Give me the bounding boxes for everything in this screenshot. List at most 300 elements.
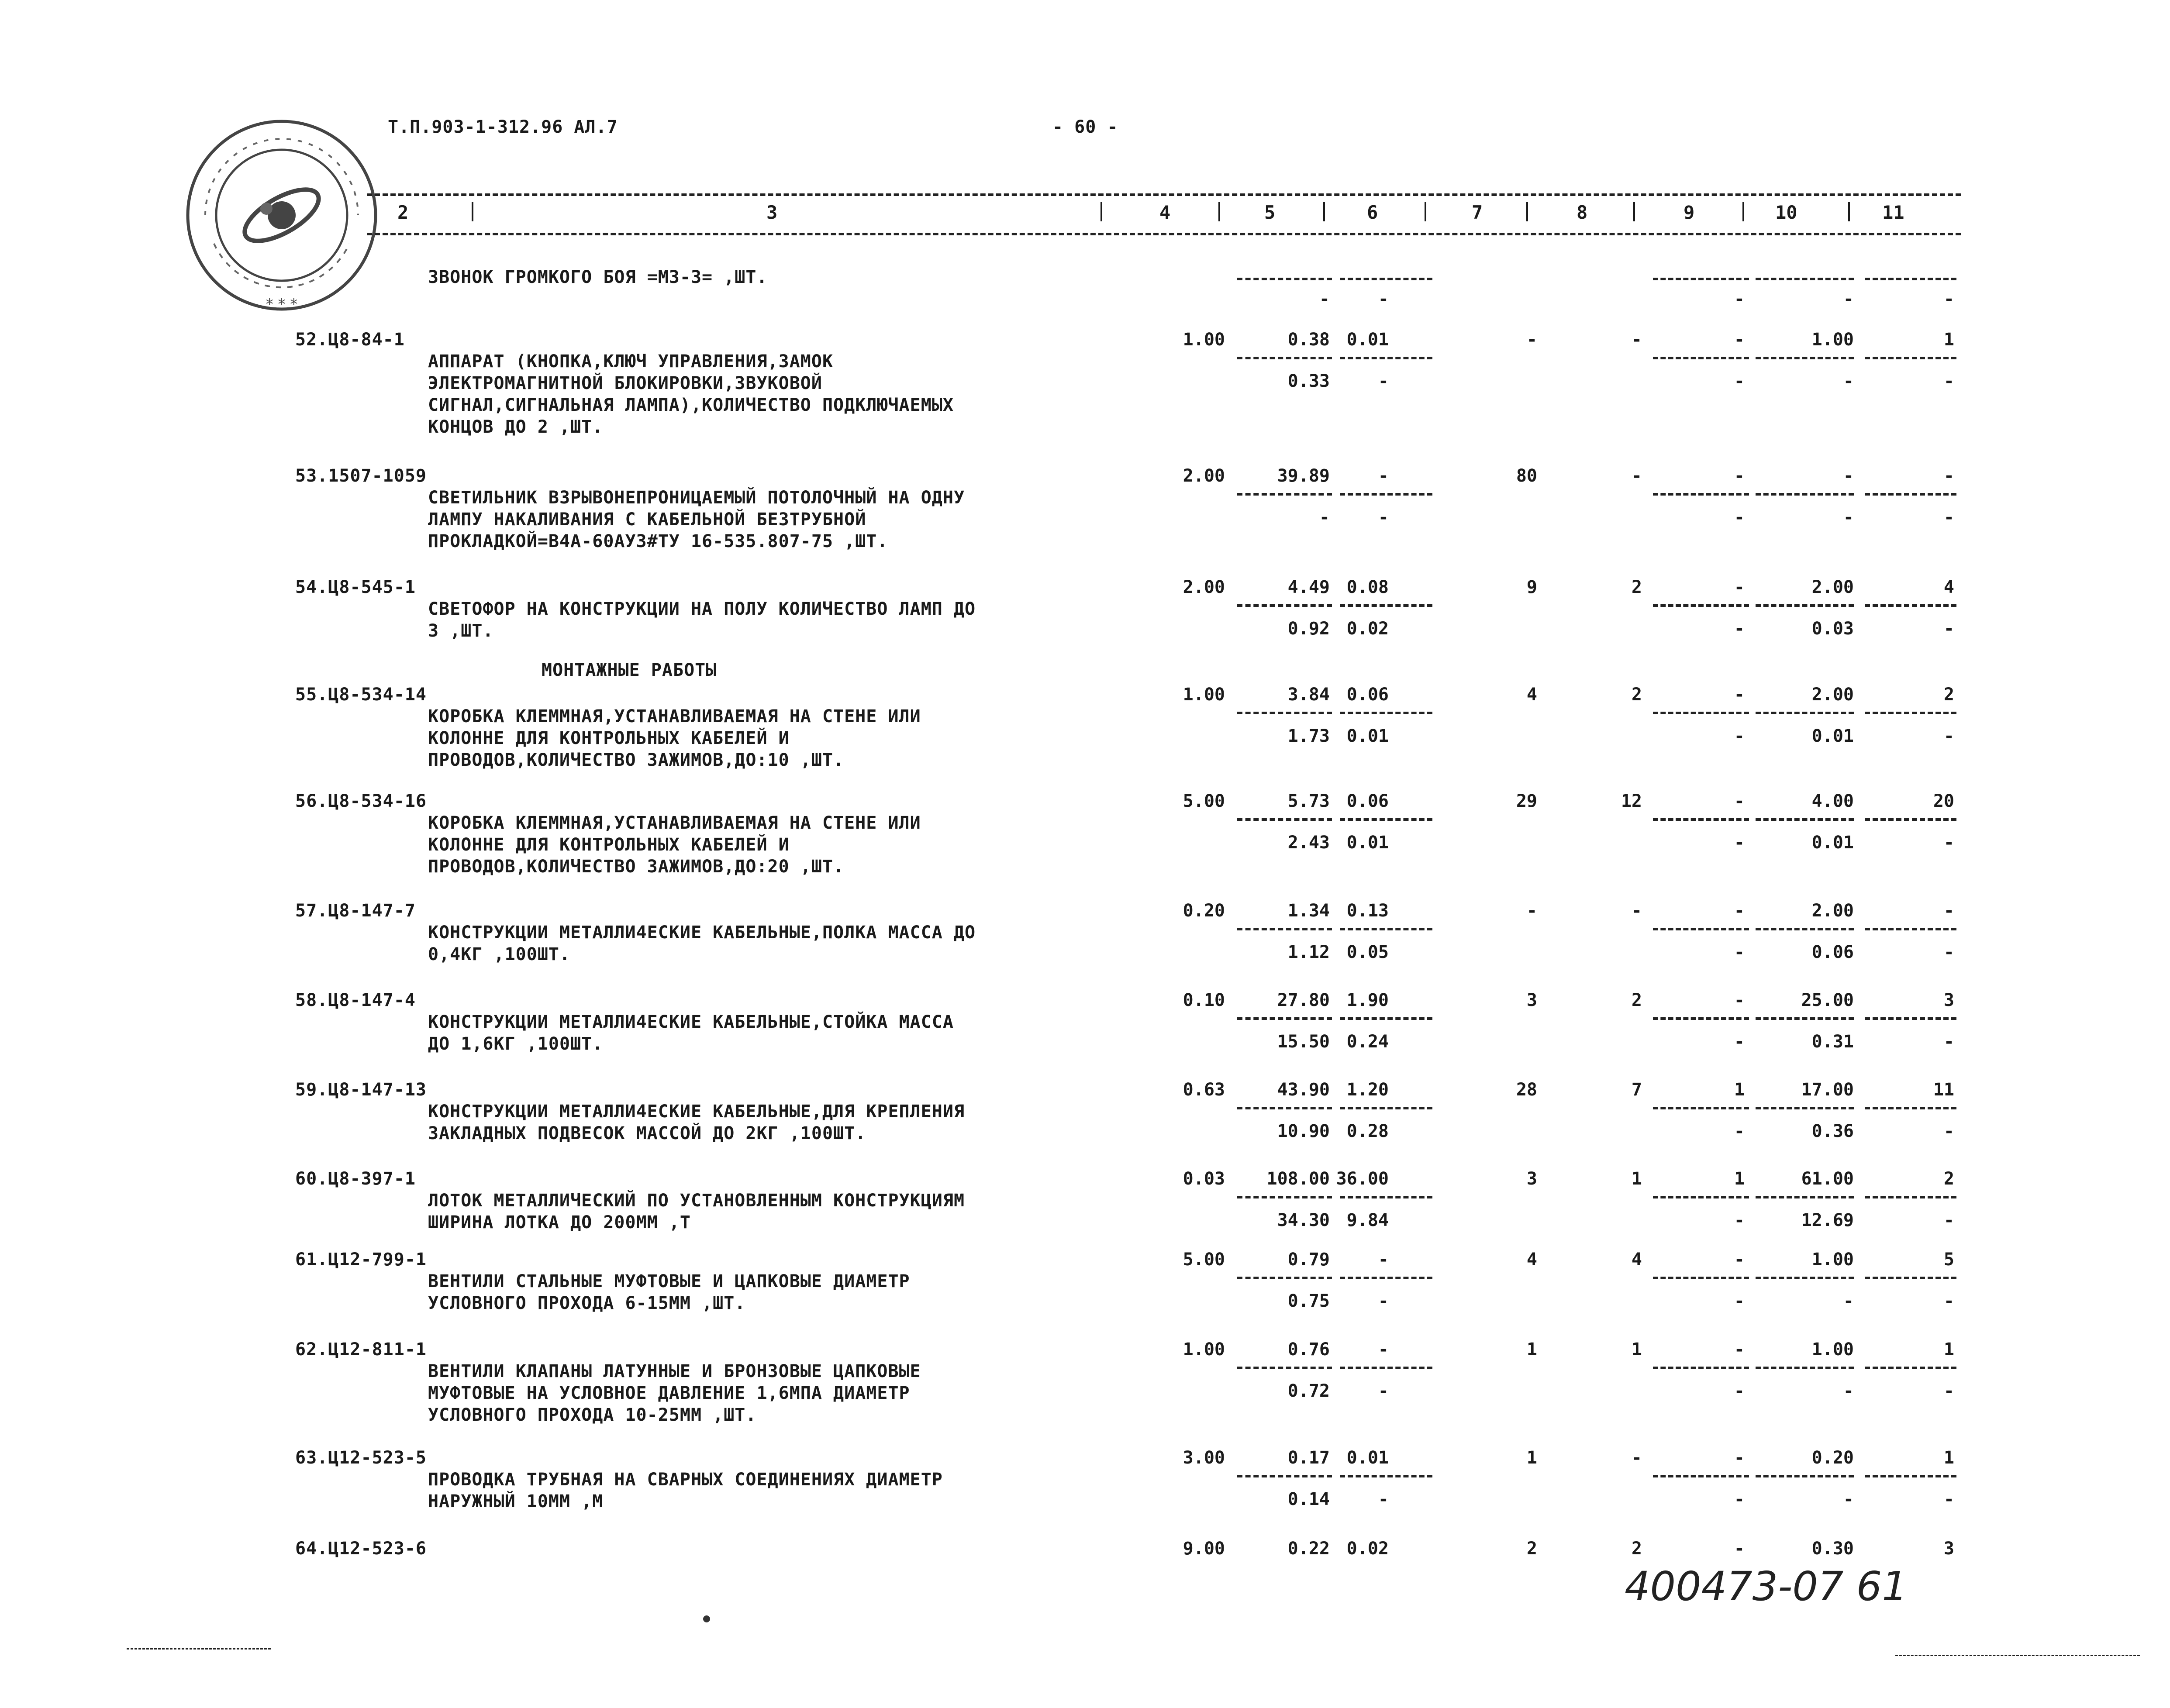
cell-bottom-value: 0.72 [1287, 1381, 1330, 1401]
item-description-line: КОЛОННЕ ДЛЯ КОНТРОЛЬНЫХ КАБЕЛЕЙ И [428, 728, 790, 748]
column-header-6: 6 [1367, 202, 1378, 223]
header-top-rule [367, 193, 1961, 196]
item-description-line: ЛАМПУ НАКАЛИВАНИЯ С КАБЕЛЬНОЙ БЕЗТРУБНОЙ [428, 510, 866, 530]
item-description-line: 0,4КГ ,100ШТ. [428, 944, 571, 964]
cell-bottom-value: 1.12 [1287, 942, 1330, 962]
item-description-line: МУФТОВЫЕ НА УСЛОВНОЕ ДАВЛЕНИЕ 1,6МПА ДИАМЕТР [428, 1383, 910, 1403]
cell-top-col-4: 1.00 [1183, 1340, 1225, 1360]
cell-top-col-10: - [1843, 466, 1854, 486]
cell-top-col-8: - [1631, 466, 1642, 486]
fraction-divider [1653, 1475, 1749, 1477]
column-header-7: 7 [1472, 202, 1483, 223]
cell-top-col-9: 1 [1734, 1080, 1745, 1100]
cell-bottom-value: - [1943, 1121, 1954, 1141]
cell-bottom-value: - [1943, 289, 1954, 309]
item-code: 62.Ц12-811-1 [295, 1340, 427, 1360]
cell-top-col-4: 1.00 [1183, 330, 1225, 350]
fraction-divider [1865, 357, 1956, 359]
fraction-divider [1865, 1107, 1956, 1109]
cell-top-col-11: 2 [1943, 1169, 1954, 1189]
cell-top-col-10: 0.20 [1811, 1448, 1854, 1468]
item-code: 54.Ц8-545-1 [295, 577, 416, 597]
cell-bottom-value: - [1734, 1210, 1745, 1230]
fraction-divider [1653, 278, 1749, 280]
cell-top-col-11: 20 [1933, 791, 1954, 811]
page-number: - 60 - [1052, 117, 1118, 137]
cell-top-col-9: - [1734, 901, 1745, 921]
cell-top-col-4: 0.10 [1183, 990, 1225, 1010]
cell-bottom-value: 0.92 [1287, 619, 1330, 639]
column-separator [1633, 202, 1635, 221]
cell-top-col-8: 2 [1631, 577, 1642, 597]
cell-top-col-10: 1.00 [1811, 1250, 1854, 1270]
cell-bottom-value: - [1734, 371, 1745, 391]
svg-text:* * *: * * * [266, 296, 298, 313]
cell-bottom-value: 15.50 [1277, 1032, 1330, 1052]
fraction-divider [1756, 818, 1854, 821]
fraction-divider [1756, 1277, 1854, 1279]
cell-bottom-value: - [1319, 289, 1330, 309]
fraction-divider [1865, 818, 1956, 821]
cell-top-col-10: 1.00 [1811, 330, 1854, 350]
cell-bottom-value: 0.36 [1811, 1121, 1854, 1141]
fraction-divider [1865, 1475, 1956, 1477]
item-code: 59.Ц8-147-13 [295, 1080, 427, 1100]
fraction-divider [1340, 1107, 1432, 1109]
fraction-divider [1653, 1196, 1749, 1198]
column-header-11: 11 [1882, 202, 1904, 223]
fraction-divider [1865, 1277, 1956, 1279]
cell-bottom-value: 0.01 [1346, 833, 1389, 853]
cell-bottom-value: - [1734, 619, 1745, 639]
cell-bottom-value: 0.24 [1346, 1032, 1389, 1052]
cell-top-col-7: 80 [1516, 466, 1537, 486]
column-separator [1848, 202, 1850, 221]
item-description-line: СВЕТИЛЬНИК ВЗРЫВОНЕПРОНИЦАЕМЫЙ ПОТОЛОЧНЫЙ НА ОДНУ [428, 488, 965, 508]
item-code: 61.Ц12-799-1 [295, 1250, 427, 1270]
fraction-divider [1340, 357, 1432, 359]
item-description-line: ДО 1,6КГ ,100ШТ. [428, 1034, 604, 1054]
fraction-divider [1865, 604, 1956, 607]
cell-bottom-value: 0.01 [1346, 726, 1389, 746]
cell-bottom-value: 10.90 [1277, 1121, 1330, 1141]
cell-bottom-value: - [1378, 1291, 1389, 1311]
cell-top-col-11: 1 [1943, 1340, 1954, 1360]
item-code: 52.Ц8-84-1 [295, 330, 405, 350]
fraction-divider [1340, 928, 1432, 930]
fraction-divider [1865, 1367, 1956, 1369]
fraction-divider [1756, 1475, 1854, 1477]
cell-bottom-value: - [1943, 1489, 1954, 1509]
cell-top-col-5: 108.00 [1266, 1169, 1330, 1189]
cell-top-col-6: 0.08 [1346, 577, 1389, 597]
cell-top-col-4: 2.00 [1183, 577, 1225, 597]
cell-bottom-value: - [1734, 1032, 1745, 1052]
cell-bottom-value: 12.69 [1801, 1210, 1854, 1230]
item-description-line: ВЕНТИЛИ КЛАПАНЫ ЛАТУННЫЕ И БРОНЗОВЫЕ ЦАПКОВЫЕ [428, 1361, 921, 1381]
cell-bottom-value: - [1943, 942, 1954, 962]
fraction-divider [1756, 1196, 1854, 1198]
fraction-divider [1865, 278, 1956, 280]
cell-top-col-5: 0.76 [1287, 1340, 1330, 1360]
cell-top-col-7: - [1526, 901, 1537, 921]
cell-bottom-value: - [1734, 1121, 1745, 1141]
item-description-line: ПРОКЛАДКОЙ=В4А-60АУ3#ТУ 16-535.807-75 ,ШТ. [428, 531, 888, 551]
cell-top-col-8: 1 [1631, 1169, 1642, 1189]
cell-bottom-value: - [1378, 1489, 1389, 1509]
fraction-divider [1237, 493, 1332, 496]
column-header-3: 3 [766, 202, 778, 223]
cell-top-col-9: 1 [1734, 1169, 1745, 1189]
item-description-line: КОНСТРУКЦИИ МЕТАЛЛИ4ЕСКИЕ КАБЕЛЬНЫЕ,ДЛЯ КРЕПЛЕНИЯ [428, 1102, 965, 1122]
cell-top-col-8: - [1631, 1448, 1642, 1468]
item-code: 58.Ц8-147-4 [295, 990, 416, 1010]
cell-top-col-11: 1 [1943, 1448, 1954, 1468]
item-description-line: ЗАКЛАДНЫХ ПОДВЕСОК МАССОЙ ДО 2КГ ,100ШТ. [428, 1123, 866, 1143]
cell-top-col-10: 2.00 [1811, 901, 1854, 921]
fraction-divider [1653, 1107, 1749, 1109]
cell-top-col-8: 1 [1631, 1340, 1642, 1360]
cell-top-col-5: 0.38 [1287, 330, 1330, 350]
column-header-9: 9 [1684, 202, 1695, 223]
company-seal-stamp [179, 113, 384, 318]
fraction-divider [1653, 1017, 1749, 1020]
fraction-divider [1756, 1367, 1854, 1369]
column-header-8: 8 [1577, 202, 1588, 223]
cell-bottom-value: - [1734, 1381, 1745, 1401]
cell-top-col-8: 7 [1631, 1080, 1642, 1100]
cell-top-col-5: 5.73 [1287, 791, 1330, 811]
cell-bottom-value: - [1734, 942, 1745, 962]
cell-top-col-10: 1.00 [1811, 1340, 1854, 1360]
cell-top-col-11: - [1943, 466, 1954, 486]
cell-top-col-5: 3.84 [1287, 685, 1330, 705]
item-code: 64.Ц12-523-6 [295, 1539, 427, 1559]
item-description-line: УСЛОВНОГО ПРОХОДА 10-25ММ ,ШТ. [428, 1405, 757, 1425]
cell-bottom-value: - [1943, 1032, 1954, 1052]
item-description-line: КОНСТРУКЦИИ МЕТАЛЛИ4ЕСКИЕ КАБЕЛЬНЫЕ,ПОЛКА МАССА ДО [428, 923, 976, 943]
cell-bottom-value: - [1734, 833, 1745, 853]
cell-bottom-value: - [1378, 289, 1389, 309]
cell-top-col-6: 1.20 [1346, 1080, 1389, 1100]
fraction-divider [1756, 493, 1854, 496]
fraction-divider [1653, 818, 1749, 821]
item-description-line: ЭЛЕКТРОМАГНИТНОЙ БЛОКИРОВКИ,ЗВУКОВОЙ [428, 373, 822, 393]
item-description-line: УСЛОВНОГО ПРОХОДА 6-15ММ ,ШТ. [428, 1293, 746, 1313]
cell-top-col-5: 43.90 [1277, 1080, 1330, 1100]
cell-top-col-7: 29 [1516, 791, 1537, 811]
cell-bottom-value: - [1843, 1381, 1854, 1401]
cell-top-col-6: 0.06 [1346, 791, 1389, 811]
cell-bottom-value: 34.30 [1277, 1210, 1330, 1230]
cell-bottom-value: - [1734, 507, 1745, 527]
cell-top-col-10: 2.00 [1811, 577, 1854, 597]
fraction-divider [1237, 712, 1332, 714]
cell-bottom-value: - [1734, 1291, 1745, 1311]
cell-top-col-7: 4 [1526, 1250, 1537, 1270]
fraction-divider [1340, 1277, 1432, 1279]
cell-top-col-9: - [1734, 990, 1745, 1010]
fraction-divider [1756, 1017, 1854, 1020]
cell-top-col-8: 2 [1631, 1539, 1642, 1559]
fraction-divider [1237, 1367, 1332, 1369]
cell-top-col-11: 3 [1943, 1539, 1954, 1559]
cell-bottom-value: 0.03 [1811, 619, 1854, 639]
fraction-divider [1865, 1017, 1956, 1020]
cell-top-col-8: 2 [1631, 990, 1642, 1010]
column-header-2: 2 [397, 202, 409, 223]
item-description-line: ЛОТОК МЕТАЛЛИЧЕСКИЙ ПО УСТАНОВЛЕННЫМ КОНСТРУКЦИЯМ [428, 1191, 965, 1211]
fraction-divider [1237, 1196, 1332, 1198]
column-header-4: 4 [1159, 202, 1171, 223]
cell-top-col-6: - [1378, 1250, 1389, 1270]
fraction-divider [1865, 712, 1956, 714]
cell-top-col-8: 4 [1631, 1250, 1642, 1270]
fraction-divider [1865, 1196, 1956, 1198]
fraction-divider [1340, 604, 1432, 607]
cell-top-col-7: 9 [1526, 577, 1537, 597]
item-description-line: ПРОВОДКА ТРУБНАЯ НА СВАРНЫХ СОЕДИНЕНИЯХ ДИАМЕТР [428, 1470, 943, 1490]
lead-item-text: ЗВОНОК ГРОМКОГО БОЯ =МЗ-3= ,ШТ. [428, 267, 768, 287]
fraction-divider [1756, 928, 1854, 930]
cell-top-col-5: 0.22 [1287, 1539, 1330, 1559]
fraction-divider [1340, 278, 1432, 280]
fraction-divider [1756, 1107, 1854, 1109]
handwritten-sheet-number: 400473-07 61 [1625, 1563, 1908, 1610]
cell-top-col-6: 1.90 [1346, 990, 1389, 1010]
column-separator [1425, 202, 1426, 221]
cell-top-col-8: 12 [1621, 791, 1642, 811]
cell-top-col-10: 25.00 [1801, 990, 1854, 1010]
scan-margin-line [127, 1648, 271, 1649]
cell-top-col-7: 3 [1526, 990, 1537, 1010]
cell-top-col-4: 5.00 [1183, 1250, 1225, 1270]
cell-bottom-value: - [1734, 289, 1745, 309]
cell-top-col-7: 28 [1516, 1080, 1537, 1100]
header-bottom-rule [367, 233, 1961, 235]
cell-top-col-7: 3 [1526, 1169, 1537, 1189]
fraction-divider [1756, 604, 1854, 607]
cell-top-col-10: 2.00 [1811, 685, 1854, 705]
fraction-divider [1237, 1277, 1332, 1279]
column-header-10: 10 [1775, 202, 1797, 223]
item-description-line: НАРУЖНЫЙ 10ММ ,М [428, 1491, 604, 1512]
cell-top-col-9: - [1734, 1539, 1745, 1559]
cell-top-col-4: 2.00 [1183, 466, 1225, 486]
fraction-divider [1340, 712, 1432, 714]
cell-top-col-6: 36.00 [1336, 1169, 1389, 1189]
cell-top-col-9: - [1734, 685, 1745, 705]
cell-top-col-6: - [1378, 1340, 1389, 1360]
cell-bottom-value: - [1378, 507, 1389, 527]
fraction-divider [1237, 1107, 1332, 1109]
fraction-divider [1653, 1367, 1749, 1369]
fraction-divider [1237, 818, 1332, 821]
cell-bottom-value: 0.33 [1287, 371, 1330, 391]
cell-bottom-value: - [1378, 1381, 1389, 1401]
cell-bottom-value: - [1843, 371, 1854, 391]
item-code: 63.Ц12-523-5 [295, 1448, 427, 1468]
item-description-line: 3 ,ШТ. [428, 621, 494, 641]
cell-top-col-7: 4 [1526, 685, 1537, 705]
cell-bottom-value: - [1843, 289, 1854, 309]
cell-top-col-6: 0.01 [1346, 330, 1389, 350]
column-separator [1101, 202, 1102, 221]
cell-top-col-10: 0.30 [1811, 1539, 1854, 1559]
item-description-line: АППАРАТ (КНОПКА,КЛЮЧ УПРАВЛЕНИЯ,ЗАМОК [428, 351, 834, 372]
cell-top-col-5: 4.49 [1287, 577, 1330, 597]
item-code: 57.Ц8-147-7 [295, 901, 416, 921]
fraction-divider [1237, 604, 1332, 607]
fraction-divider [1340, 818, 1432, 821]
cell-top-col-4: 9.00 [1183, 1539, 1225, 1559]
cell-top-col-8: - [1631, 330, 1642, 350]
cell-bottom-value: - [1843, 507, 1854, 527]
cell-bottom-value: 0.14 [1287, 1489, 1330, 1509]
fraction-divider [1237, 928, 1332, 930]
cell-top-col-8: 2 [1631, 685, 1642, 705]
cell-top-col-7: 2 [1526, 1539, 1537, 1559]
fraction-divider [1756, 712, 1854, 714]
cell-top-col-6: 0.13 [1346, 901, 1389, 921]
cell-top-col-9: - [1734, 791, 1745, 811]
fraction-divider [1340, 1017, 1432, 1020]
fraction-divider [1340, 493, 1432, 496]
fraction-divider [1237, 1017, 1332, 1020]
cell-top-col-5: 1.34 [1287, 901, 1330, 921]
section-heading: МОНТАЖНЫЕ РАБОТЫ [542, 660, 717, 680]
cell-bottom-value: - [1943, 1210, 1954, 1230]
cell-bottom-value: 0.06 [1811, 942, 1854, 962]
cell-top-col-11: 2 [1943, 685, 1954, 705]
cell-top-col-6: 0.06 [1346, 685, 1389, 705]
fraction-divider [1653, 1277, 1749, 1279]
cell-top-col-4: 0.03 [1183, 1169, 1225, 1189]
fraction-divider [1237, 357, 1332, 359]
cell-top-col-11: 4 [1943, 577, 1954, 597]
cell-top-col-10: 4.00 [1811, 791, 1854, 811]
fraction-divider [1340, 1475, 1432, 1477]
cell-bottom-value: - [1734, 726, 1745, 746]
cell-top-col-8: - [1631, 901, 1642, 921]
item-description-line: КОЛОННЕ ДЛЯ КОНТРОЛЬНЫХ КАБЕЛЕЙ И [428, 835, 790, 855]
cell-top-col-5: 39.89 [1277, 466, 1330, 486]
fraction-divider [1340, 1367, 1432, 1369]
item-description-line: ПРОВОДОВ,КОЛИЧЕСТВО ЗАЖИМОВ,ДО:20 ,ШТ. [428, 857, 845, 877]
cell-top-col-5: 0.79 [1287, 1250, 1330, 1270]
item-description-line: ВЕНТИЛИ СТАЛЬНЫЕ МУФТОВЫЕ И ЦАПКОВЫЕ ДИАМЕТР [428, 1271, 910, 1291]
cell-top-col-4: 5.00 [1183, 791, 1225, 811]
cell-bottom-value: - [1319, 507, 1330, 527]
fraction-divider [1756, 357, 1854, 359]
cell-bottom-value: 0.01 [1811, 726, 1854, 746]
cell-top-col-5: 0.17 [1287, 1448, 1330, 1468]
cell-bottom-value: - [1943, 507, 1954, 527]
column-separator [1742, 202, 1744, 221]
cell-top-col-9: - [1734, 1340, 1745, 1360]
cell-bottom-value: - [1943, 726, 1954, 746]
fraction-divider [1653, 493, 1749, 496]
column-separator [1323, 202, 1325, 221]
cell-top-col-11: - [1943, 901, 1954, 921]
fraction-divider [1340, 1196, 1432, 1198]
cell-bottom-value: - [1843, 1489, 1854, 1509]
item-description-line: ШИРИНА ЛОТКА ДО 200ММ ,Т [428, 1212, 691, 1233]
cell-top-col-9: - [1734, 1448, 1745, 1468]
document-code: Т.П.903-1-312.96 АЛ.7 [388, 117, 618, 137]
item-description-line: КОРОБКА КЛЕММНАЯ,УСТАНАВЛИВАЕМАЯ НА СТЕНЕ ИЛИ [428, 706, 921, 727]
cell-top-col-10: 61.00 [1801, 1169, 1854, 1189]
cell-top-col-9: - [1734, 330, 1745, 350]
fraction-divider [1756, 278, 1854, 280]
column-separator [1218, 202, 1220, 221]
cell-bottom-value: 0.31 [1811, 1032, 1854, 1052]
fraction-divider [1653, 928, 1749, 930]
fraction-divider [1865, 493, 1956, 496]
fraction-divider [1865, 928, 1956, 930]
item-description-line: КОНЦОВ ДО 2 ,ШТ. [428, 417, 604, 437]
cell-top-col-9: - [1734, 577, 1745, 597]
item-description-line: КОНСТРУКЦИИ МЕТАЛЛИ4ЕСКИЕ КАБЕЛЬНЫЕ,СТОЙКА МАССА [428, 1012, 954, 1032]
cell-bottom-value: 2.43 [1287, 833, 1330, 853]
item-description-line: КОРОБКА КЛЕММНАЯ,УСТАНАВЛИВАЕМАЯ НА СТЕНЕ ИЛИ [428, 813, 921, 833]
cell-bottom-value: - [1943, 371, 1954, 391]
cell-top-col-6: 0.01 [1346, 1448, 1389, 1468]
cell-bottom-value: - [1943, 1291, 1954, 1311]
cell-top-col-5: 27.80 [1277, 990, 1330, 1010]
cell-bottom-value: - [1378, 371, 1389, 391]
item-description-line: СВЕТОФОР НА КОНСТРУКЦИИ НА ПОЛУ КОЛИЧЕСТВО ЛАМП ДО [428, 599, 976, 619]
cell-top-col-11: 11 [1933, 1080, 1954, 1100]
scan-margin-line [1895, 1655, 2140, 1656]
item-code: 55.Ц8-534-14 [295, 685, 427, 705]
cell-top-col-6: - [1378, 466, 1389, 486]
cell-bottom-value: 0.28 [1346, 1121, 1389, 1141]
cell-top-col-6: 0.02 [1346, 1539, 1389, 1559]
cell-bottom-value: 0.01 [1811, 833, 1854, 853]
cell-top-col-4: 0.20 [1183, 901, 1225, 921]
cell-top-col-7: - [1526, 330, 1537, 350]
scan-speck [703, 1615, 710, 1622]
fraction-divider [1653, 712, 1749, 714]
item-code: 53.1507-1059 [295, 466, 427, 486]
cell-top-col-9: - [1734, 466, 1745, 486]
fraction-divider [1237, 1475, 1332, 1477]
cell-top-col-11: 3 [1943, 990, 1954, 1010]
cell-bottom-value: - [1843, 1291, 1854, 1311]
cell-bottom-value: 0.02 [1346, 619, 1389, 639]
item-code: 60.Ц8-397-1 [295, 1169, 416, 1189]
fraction-divider [1653, 604, 1749, 607]
cell-top-col-9: - [1734, 1250, 1745, 1270]
cell-top-col-4: 0.63 [1183, 1080, 1225, 1100]
item-description-line: ПРОВОДОВ,КОЛИЧЕСТВО ЗАЖИМОВ,ДО:10 ,ШТ. [428, 750, 845, 770]
fraction-divider [1653, 357, 1749, 359]
cell-top-col-7: 1 [1526, 1340, 1537, 1360]
fraction-divider [1237, 278, 1332, 280]
column-separator [472, 202, 473, 221]
column-header-5: 5 [1264, 202, 1276, 223]
cell-bottom-value: - [1734, 1489, 1745, 1509]
cell-bottom-value: 0.75 [1287, 1291, 1330, 1311]
cell-bottom-value: - [1943, 619, 1954, 639]
cell-bottom-value: 0.05 [1346, 942, 1389, 962]
cell-bottom-value: 9.84 [1346, 1210, 1389, 1230]
cell-top-col-4: 3.00 [1183, 1448, 1225, 1468]
cell-top-col-7: 1 [1526, 1448, 1537, 1468]
cell-top-col-10: 17.00 [1801, 1080, 1854, 1100]
cell-top-col-11: 5 [1943, 1250, 1954, 1270]
